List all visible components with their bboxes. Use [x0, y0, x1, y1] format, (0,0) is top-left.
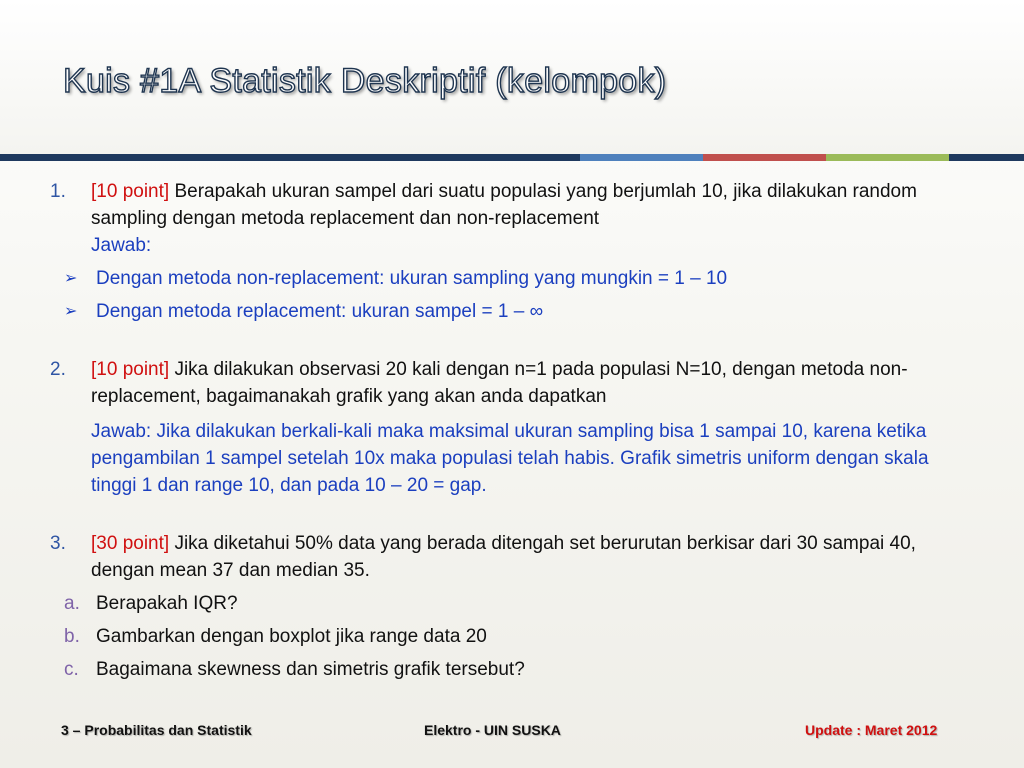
arrow-bullet-icon: ➢	[64, 303, 78, 320]
divider-bar-green	[826, 154, 949, 161]
sub-question-letter: b.	[64, 626, 80, 647]
footer-update-date: Update : Maret 2012	[805, 722, 938, 738]
sub-question	[50, 590, 970, 617]
question-number: 2.	[50, 359, 66, 380]
question-points: [30 point]	[91, 533, 170, 554]
question-points: [10 point]	[91, 359, 170, 380]
sub-question	[50, 656, 970, 683]
question-3	[50, 530, 970, 584]
question-2	[50, 356, 970, 499]
divider-bar-blue	[580, 154, 703, 161]
answer-text: Jawab: Jika dilakukan berkali-kali maka maksimal ukuran sampling bisa 1 sampai 10, karena ketika pengambilan 1 sampel setelah 10x maka populasi telah habis. Grafik simetris uniform dengan skala tinggi 1 dan range 10, dan pada 10 – 20 = gap.	[91, 421, 929, 496]
slide-header	[0, 0, 1024, 155]
question-text: Jika dilakukan observasi 20 kali dengan n=1 pada populasi N=10, dengan metoda non-replacement, bagaimanakah grafik yang akan anda dapatkan	[91, 359, 908, 407]
answer-bullet-text: Dengan metoda replacement: ukuran sampel = 1 – ∞	[96, 301, 544, 322]
sub-question-text: Gambarkan dengan boxplot jika range data 20	[96, 626, 487, 647]
sub-question-letter: c.	[64, 659, 79, 680]
sub-question-letter: a.	[64, 593, 80, 614]
question-text: Jika diketahui 50% data yang berada ditengah set berurutan berkisar dari 30 sampai 40, dengan mean 37 dan median 35.	[91, 533, 916, 581]
divider-bar-navy	[0, 154, 580, 161]
question-points: [10 point]	[91, 181, 170, 202]
sub-question	[50, 623, 970, 650]
slide-content	[50, 178, 970, 683]
slide-title: Kuis #1A Statistik Deskriptif (kelompok)	[63, 62, 667, 100]
divider-bar-red	[703, 154, 826, 161]
question-number: 1.	[50, 181, 66, 202]
arrow-bullet-icon: ➢	[64, 270, 78, 287]
question-1	[50, 178, 970, 259]
question-number: 3.	[50, 533, 66, 554]
answer-bullet	[50, 265, 970, 292]
answer-bullet	[50, 298, 970, 325]
answer-label: Jawab:	[91, 235, 152, 256]
question-text: Berapakah ukuran sampel dari suatu populasi yang berjumlah 10, jika dilakukan random sampling dengan metoda replacement dan non-replacement	[91, 181, 917, 229]
sub-question-text: Bagaimana skewness dan simetris grafik tersebut?	[96, 659, 525, 680]
footer-department: Elektro - UIN SUSKA	[424, 722, 561, 738]
divider-bar-navy-right	[949, 154, 1024, 161]
footer-course: 3 – Probabilitas dan Statistik	[61, 722, 252, 738]
answer-bullet-text: Dengan metoda non-replacement: ukuran sampling yang mungkin = 1 – 10	[96, 268, 728, 289]
sub-question-text: Berapakah IQR?	[96, 593, 238, 614]
